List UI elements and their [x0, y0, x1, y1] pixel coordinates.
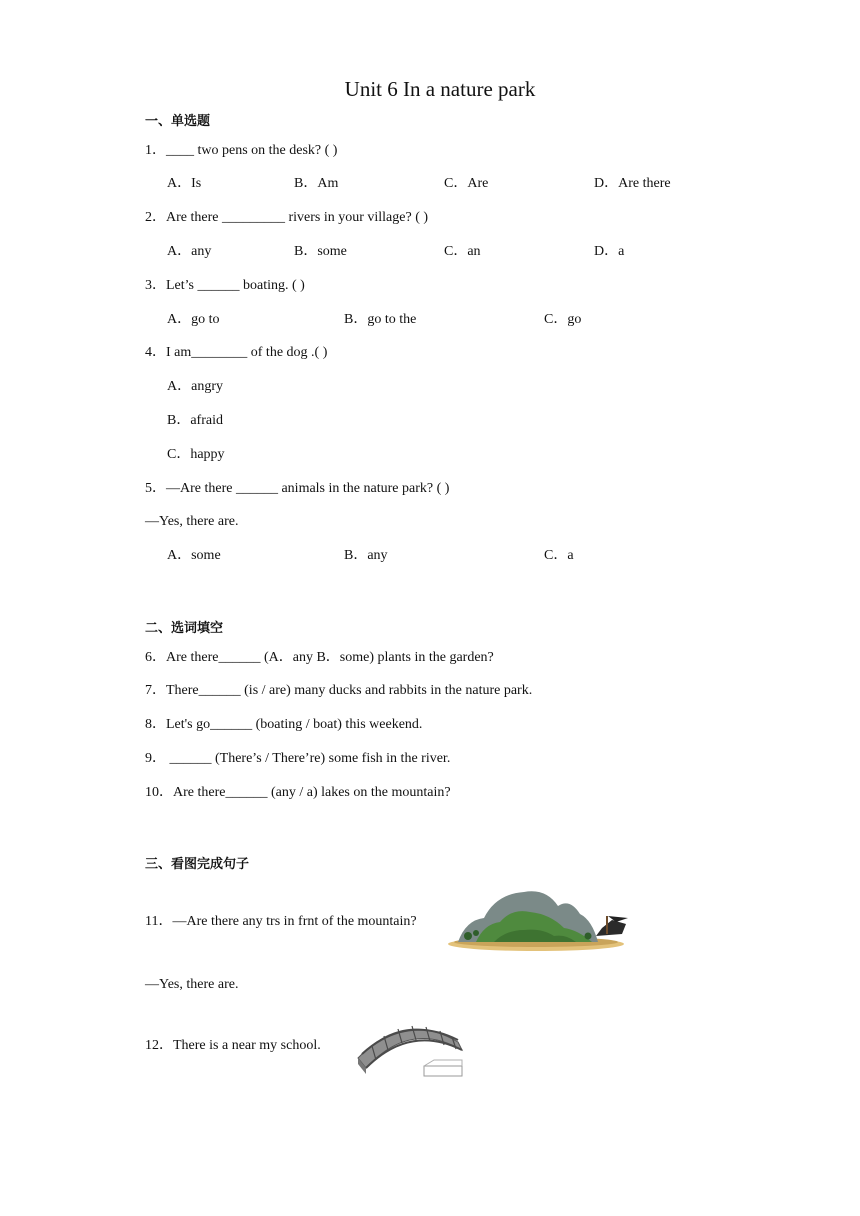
section-heading-1: 一、单选题: [145, 114, 211, 129]
question-1-option-d: D．Are there: [594, 176, 671, 191]
question-4-option-c: C．happy: [167, 447, 225, 462]
question-2-option-b: B．some: [294, 244, 347, 259]
question-4-option-a: A．angry: [167, 379, 223, 394]
question-3-option-a: A．go to: [167, 312, 220, 327]
question-4-stem: 4．I am________ of the dog .( ): [145, 345, 328, 360]
question-11-answer: —Yes, there are.: [145, 977, 239, 992]
question-6: 6．Are there______ (A．any B．some) plants in the garden?: [145, 650, 494, 665]
question-2-option-c: C．an: [444, 244, 481, 259]
mountain-island-image: [446, 884, 641, 954]
question-5-stem: 5．—Are there ______ animals in the nature park? ( ): [145, 481, 450, 496]
question-1-option-c: C．Are: [444, 176, 489, 191]
question-5-option-b: B．any: [344, 548, 388, 563]
question-9: 9． ______ (There’s / There’re) some fish in the river.: [145, 751, 451, 766]
question-2-option-a: A．any: [167, 244, 212, 259]
question-5-answer: —Yes, there are.: [145, 514, 239, 529]
section-heading-3: 三、看图完成句子: [145, 857, 250, 872]
question-11: 11．—Are there any trs in frnt of the mountain?: [145, 914, 417, 929]
question-1-option-a: A．Is: [167, 176, 202, 191]
question-2-option-d: D．a: [594, 244, 625, 259]
question-1-option-b: B．Am: [294, 176, 339, 191]
question-5-option-c: C．a: [544, 548, 574, 563]
question-3-option-c: C．go: [544, 312, 582, 327]
bridge-image: [354, 1016, 466, 1080]
question-8: 8．Let's go______ (boating / boat) this weekend.: [145, 717, 423, 732]
question-10: 10．Are there______ (any / a) lakes on the mountain?: [145, 785, 451, 800]
section-heading-2: 二、选词填空: [145, 621, 224, 636]
question-3-option-b: B．go to the: [344, 312, 417, 327]
question-2-stem: 2．Are there _________ rivers in your village? ( ): [145, 210, 429, 225]
question-1-stem: 1．____ two pens on the desk? ( ): [145, 143, 338, 158]
question-3-stem: 3．Let’s ______ boating. ( ): [145, 278, 305, 293]
question-12: 12．There is a near my school.: [145, 1038, 321, 1053]
page-title: Unit 6 In a nature park: [344, 77, 536, 101]
question-4-option-b: B．afraid: [167, 413, 223, 428]
question-7: 7．There______ (is / are) many ducks and rabbits in the nature park.: [145, 683, 533, 698]
question-5-option-a: A．some: [167, 548, 221, 563]
